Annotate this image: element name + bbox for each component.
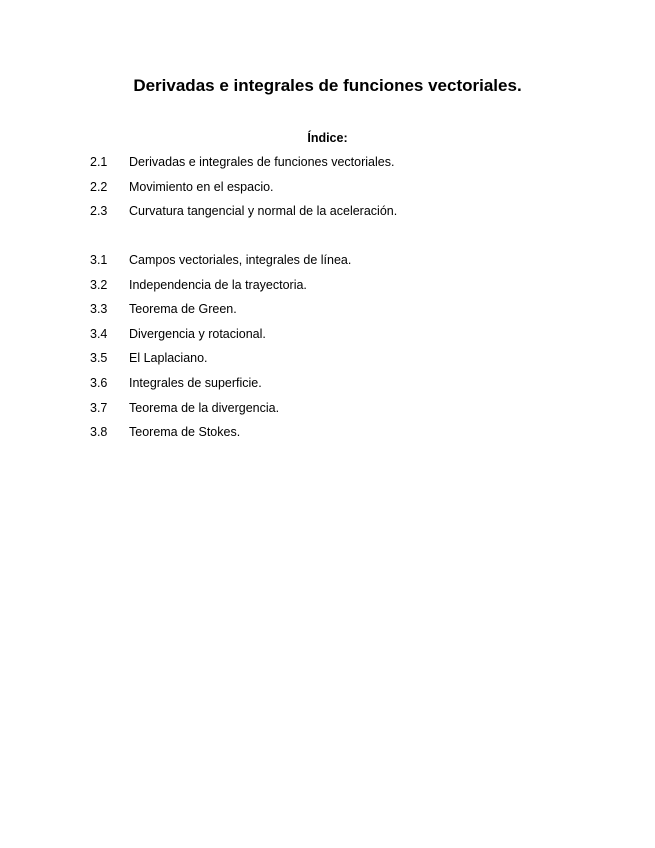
toc-item-number: 2.3 [90, 204, 108, 219]
toc-item [90, 400, 610, 425]
toc-item [90, 252, 610, 277]
index-heading: Índice: [307, 131, 348, 145]
toc-item-title: Teorema de la divergencia. [129, 400, 280, 415]
toc-item-number: 3.7 [90, 400, 108, 415]
toc-item-title: Curvatura tangencial y normal de la aceleración. [129, 204, 398, 219]
toc-item-number: 2.2 [90, 179, 108, 194]
toc-item-number: 3.5 [90, 351, 108, 366]
toc-item [90, 326, 610, 351]
toc-item-number: 3.1 [90, 253, 108, 267]
toc-item-title: Integrales de superficie. [129, 375, 262, 390]
toc-item-title: Movimiento en el espacio. [129, 179, 274, 194]
document-title: Derivadas e integrales de funciones vectoriales. [133, 76, 522, 95]
toc-item-title: Campos vectoriales, integrales de línea. [129, 253, 352, 267]
toc-section-3 [90, 252, 610, 449]
toc-item [90, 301, 610, 326]
toc-item [90, 424, 610, 449]
toc-item [90, 203, 610, 228]
toc-item-title: Teorema de Stokes. [129, 425, 241, 440]
toc-item [90, 179, 610, 204]
toc-item-title: Divergencia y rotacional. [129, 326, 266, 341]
toc-item-number: 3.2 [90, 277, 108, 292]
toc-section-2 [90, 154, 610, 228]
toc-item-number: 3.3 [90, 302, 108, 317]
toc-item-title: Independencia de la trayectoria. [129, 277, 307, 292]
toc-item-title: El Laplaciano. [129, 351, 208, 366]
toc-item-number: 2.1 [90, 155, 108, 169]
toc-item-title: Teorema de Green. [129, 302, 237, 317]
toc-item-number: 3.4 [90, 326, 108, 341]
toc-item-number: 3.8 [90, 425, 108, 440]
toc-item [90, 375, 610, 400]
toc-item [90, 154, 610, 179]
toc-item-number: 3.6 [90, 375, 108, 390]
toc-item [90, 350, 610, 375]
toc-item [90, 277, 610, 302]
toc-item-title: Derivadas e integrales de funciones vectoriales. [129, 155, 395, 169]
